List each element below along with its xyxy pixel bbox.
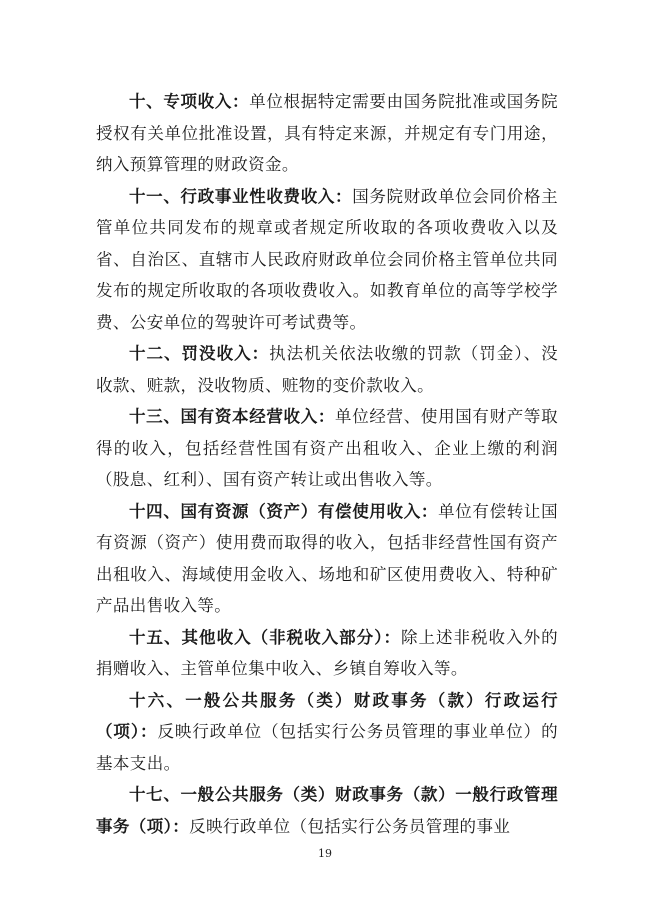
term-heading: 十六、一般公共服务（类）财政事务（款）行政运行（项）： — [96, 690, 558, 741]
term-definition: 单位根据特定需要由国务院批准或国务院授权有关单位批准设置，具有特定来源，并规定有专门用途，纳入预算管理的财政资金。 — [96, 92, 558, 174]
term-heading: 十一、行政事业性收费收入： — [129, 186, 353, 206]
term-heading: 十、专项收入： — [129, 92, 250, 111]
term-definition: 反映行政单位（包括实行公务员管理的事业 — [189, 816, 511, 836]
term-definition: 除上述非税收入外的捐赠收入、主管单位集中收入、乡镇自筹收入等。 — [96, 627, 558, 678]
paragraph-administrative-operation — [96, 685, 558, 780]
paragraph-special-revenue — [96, 86, 558, 181]
term-heading: 十四、国有资源（资产）有偿使用收入： — [129, 501, 439, 521]
term-definition: 单位经营、使用国有财产等取得的收入，包括经营性国有资产出租收入、企业上缴的利润（股息、红利）、国有资产转让或出售收入等。 — [96, 407, 558, 489]
term-definition: 执法机关依法收缴的罚款（罚金）、没收款、赃款，没收物质、赃物的变价款收入。 — [96, 344, 558, 395]
page-body — [96, 86, 558, 842]
term-heading: 十七、一般公共服务（类）财政事务（款）一般行政管理事务（项）： — [96, 785, 558, 836]
paragraph-state-resources-income — [96, 496, 558, 622]
paragraph-general-admin-affairs — [96, 779, 558, 842]
term-definition: 反映行政单位（包括实行公务员管理的事业单位）的基本支出。 — [96, 722, 558, 773]
term-heading: 十三、国有资本经营收入： — [129, 407, 336, 426]
term-definition: 国务院财政单位会同价格主管单位共同发布的规章或者规定所收取的各项收费收入以及省、自治区、直辖市人民政府财政单位会同价格主管单位共同发布的规定所收取的各项收费收入。如教育单位的高等学校学费、公安单位的驾驶许可考试费等。 — [96, 186, 558, 332]
paragraph-other-income — [96, 622, 558, 685]
paragraph-state-capital-income — [96, 401, 558, 496]
term-heading: 十五、其他收入（非税收入部分）： — [129, 627, 401, 647]
paragraph-fines-confiscations — [96, 338, 558, 401]
term-definition: 单位有偿转让国有资源（资产）使用费而取得的收入，包括非经营性国有资产出租收入、海域使用金收入、场地和矿区使用费收入、特种矿产品出售收入等。 — [96, 501, 558, 615]
page-number: 19 — [318, 847, 332, 860]
term-heading: 十二、罚没收入： — [129, 344, 270, 363]
paragraph-administrative-fees — [96, 181, 558, 339]
